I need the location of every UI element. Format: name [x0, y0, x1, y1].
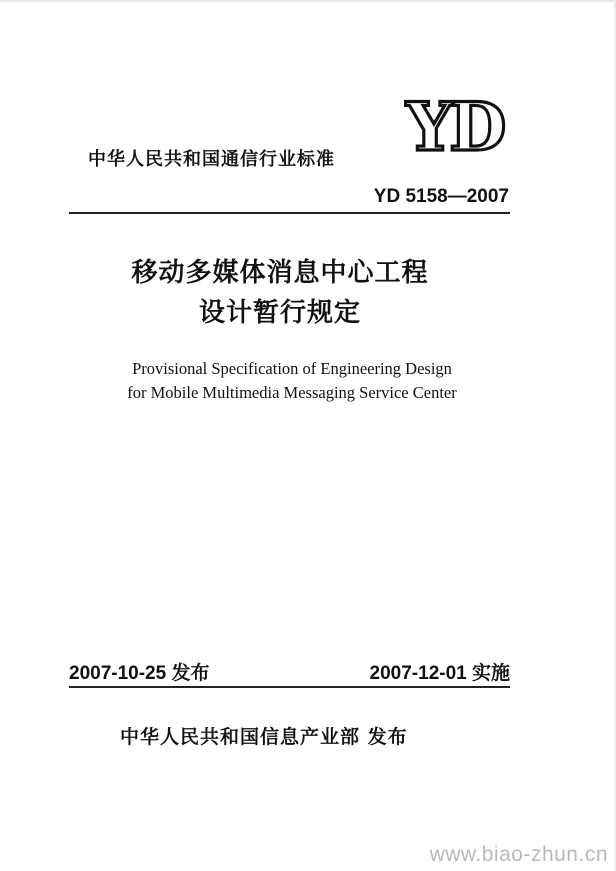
publisher: 中华人民共和国信息产业部 发布	[120, 726, 408, 748]
standard-number: YD 5158—2007	[373, 186, 509, 207]
title-chinese-line-2: 设计暂行规定	[198, 298, 361, 328]
top-border	[0, 0, 616, 2]
standard-category: 中华人民共和国通信行业标准	[88, 149, 335, 170]
issue-date: 2007-10-25 发布	[69, 663, 210, 684]
header-divider	[69, 212, 510, 214]
yd-logo-mark	[404, 94, 512, 156]
title-chinese-line-1: 移动多媒体消息中心工程	[131, 258, 429, 288]
implementation-date: 2007-12-01 实施	[369, 663, 510, 684]
watermark: www.biao-zhun.cn	[429, 843, 608, 866]
dates-row	[69, 658, 510, 686]
yd-logo	[404, 94, 512, 156]
dates-divider	[69, 686, 510, 688]
title-english-line-1: Provisional Specification of Engineering Design	[132, 359, 452, 378]
title-english-line-2: for Mobile Multimedia Messaging Service Center	[127, 383, 457, 402]
yd-logo-text: YD	[406, 94, 503, 156]
